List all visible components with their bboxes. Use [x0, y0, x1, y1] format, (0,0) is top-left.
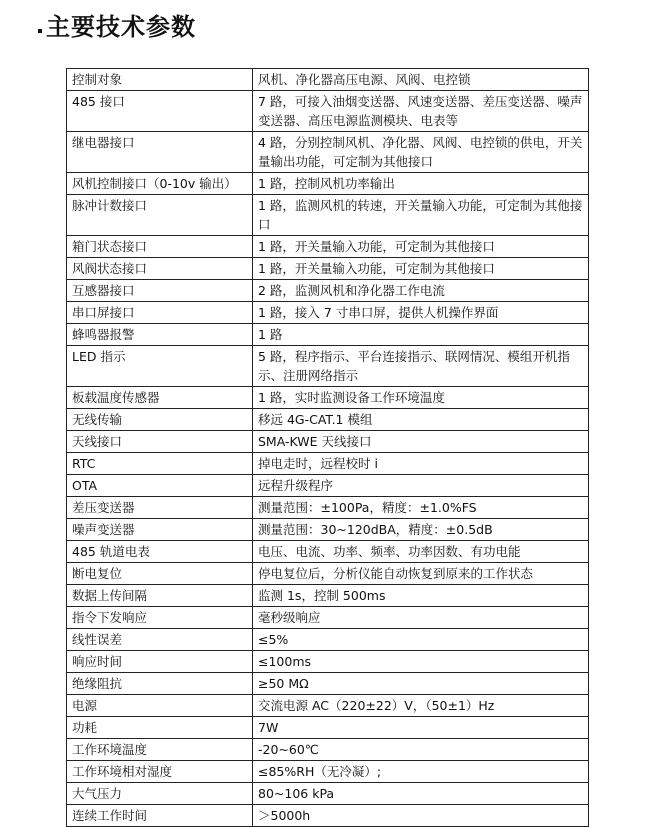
param-name-cell: 绝缘阻抗: [67, 673, 253, 695]
table-row: [67, 258, 589, 280]
param-name-cell: 线性误差: [67, 629, 253, 651]
param-name-cell: 电源: [67, 695, 253, 717]
param-value-cell: 电压、电流、功率、频率、功率因数、有功电能: [253, 541, 589, 563]
param-value-cell: 毫秒级响应: [253, 607, 589, 629]
param-name-cell: 功耗: [67, 717, 253, 739]
param-value-cell: 交流电源 AC（220±22）V，（50±1）Hz: [253, 695, 589, 717]
param-value-cell: ＞5000h: [253, 805, 589, 827]
param-value-cell: 停电复位后，分析仪能自动恢复到原来的工作状态: [253, 563, 589, 585]
spec-table-body: [67, 69, 589, 827]
table-row: [67, 280, 589, 302]
table-row: [67, 717, 589, 739]
page-title: 主要技术参数: [46, 12, 196, 41]
table-row: [67, 585, 589, 607]
table-row: [67, 302, 589, 324]
table-row: [67, 497, 589, 519]
table-row: [67, 673, 589, 695]
param-value-cell: ≥50 MΩ: [253, 673, 589, 695]
param-value-cell: 80~106 kPa: [253, 783, 589, 805]
param-value-cell: 1 路，实时监测设备工作环境温度: [253, 387, 589, 409]
param-name-cell: 噪声变送器: [67, 519, 253, 541]
param-value-cell: -20~60℃: [253, 739, 589, 761]
param-value-cell: 移远 4G-CAT.1 模组: [253, 409, 589, 431]
param-value-cell: 1 路: [253, 324, 589, 346]
table-row: [67, 409, 589, 431]
param-name-cell: 继电器接口: [67, 132, 253, 173]
param-value-cell: 风机、净化器高压电源、风阀、电控锁: [253, 69, 589, 91]
param-name-cell: 工作环境相对湿度: [67, 761, 253, 783]
table-row: [67, 236, 589, 258]
param-value-cell: 7W: [253, 717, 589, 739]
table-row: [67, 173, 589, 195]
table-row: [67, 607, 589, 629]
table-row: [67, 563, 589, 585]
param-value-cell: 2 路，监测风机和净化器工作电流: [253, 280, 589, 302]
table-row: [67, 387, 589, 409]
param-name-cell: 风阀状态接口: [67, 258, 253, 280]
param-name-cell: OTA: [67, 475, 253, 497]
param-name-cell: 485 接口: [67, 91, 253, 132]
param-value-cell: 监测 1s，控制 500ms: [253, 585, 589, 607]
table-row: [67, 475, 589, 497]
param-name-cell: 串口屏接口: [67, 302, 253, 324]
table-row: [67, 91, 589, 132]
param-value-cell: SMA-KWE 天线接口: [253, 431, 589, 453]
table-row: [67, 519, 589, 541]
table-row: [67, 695, 589, 717]
section-heading: [38, 6, 196, 42]
table-row: [67, 783, 589, 805]
param-value-cell: ≤5%: [253, 629, 589, 651]
param-name-cell: 断电复位: [67, 563, 253, 585]
param-value-cell: 测量范围：30~120dBA，精度：±0.5dB: [253, 519, 589, 541]
param-name-cell: 485 轨道电表: [67, 541, 253, 563]
param-name-cell: 响应时间: [67, 651, 253, 673]
param-value-cell: ≤100ms: [253, 651, 589, 673]
table-row: [67, 69, 589, 91]
table-row: [67, 761, 589, 783]
table-row: [67, 132, 589, 173]
param-value-cell: ≤85%RH（无冷凝）;: [253, 761, 589, 783]
param-name-cell: 蜂鸣器报警: [67, 324, 253, 346]
param-name-cell: RTC: [67, 453, 253, 475]
param-name-cell: 工作环境温度: [67, 739, 253, 761]
param-name-cell: 互感器接口: [67, 280, 253, 302]
heading-bullet-mark: [38, 29, 42, 33]
table-row: [67, 651, 589, 673]
table-row: [67, 431, 589, 453]
spec-table: [66, 68, 589, 827]
table-row: [67, 541, 589, 563]
param-name-cell: 控制对象: [67, 69, 253, 91]
table-row: [67, 739, 589, 761]
param-name-cell: 脉冲计数接口: [67, 195, 253, 236]
table-row: [67, 195, 589, 236]
table-row: [67, 629, 589, 651]
param-name-cell: 天线接口: [67, 431, 253, 453]
param-value-cell: 4 路，分别控制风机、净化器、风阀、电控锁的供电，开关量输出功能，可定制为其他接口: [253, 132, 589, 173]
param-name-cell: 箱门状态接口: [67, 236, 253, 258]
table-row: [67, 346, 589, 387]
param-name-cell: LED 指示: [67, 346, 253, 387]
param-name-cell: 板载温度传感器: [67, 387, 253, 409]
param-name-cell: 指令下发响应: [67, 607, 253, 629]
param-name-cell: 无线传输: [67, 409, 253, 431]
param-name-cell: 连续工作时间: [67, 805, 253, 827]
table-row: [67, 324, 589, 346]
param-value-cell: 1 路，开关量输入功能，可定制为其他接口: [253, 258, 589, 280]
param-name-cell: 差压变送器: [67, 497, 253, 519]
param-value-cell: 1 路，控制风机功率输出: [253, 173, 589, 195]
param-value-cell: 测量范围：±100Pa，精度：±1.0%FS: [253, 497, 589, 519]
param-value-cell: 7 路，可接入油烟变送器、风速变送器、差压变送器、噪声变送器、高压电源监测模块、电表等: [253, 91, 589, 132]
table-row: [67, 453, 589, 475]
param-name-cell: 大气压力: [67, 783, 253, 805]
param-value-cell: 1 路，监测风机的转速，开关量输入功能，可定制为其他接口: [253, 195, 589, 236]
param-name-cell: 风机控制接口（0-10v 输出）: [67, 173, 253, 195]
param-value-cell: 远程升级程序: [253, 475, 589, 497]
param-value-cell: 5 路，程序指示、平台连接指示、联网情况、模组开机指示、注册网络指示: [253, 346, 589, 387]
param-name-cell: 数据上传间隔: [67, 585, 253, 607]
param-value-cell: 1 路，接入 7 寸串口屏，提供人机操作界面: [253, 302, 589, 324]
param-value-cell: 掉电走时，远程校时 i: [253, 453, 589, 475]
param-value-cell: 1 路，开关量输入功能，可定制为其他接口: [253, 236, 589, 258]
table-row: [67, 805, 589, 827]
